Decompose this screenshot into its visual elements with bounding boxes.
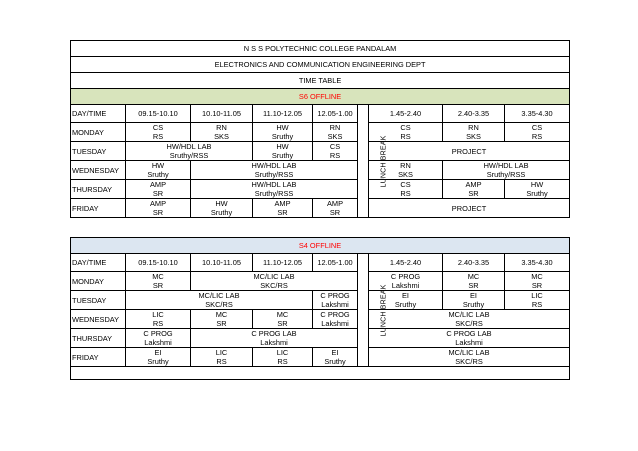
cell: HW Sruthy (191, 199, 253, 218)
lunch-break-cell (358, 105, 388, 218)
cell: RN SKS (191, 123, 253, 142)
cell: EI Sruthy (369, 291, 443, 310)
cell: C PROG Lakshmi (313, 310, 358, 329)
cell: EI Sruthy (313, 348, 358, 367)
cell: LIC RS (253, 348, 313, 367)
col-p3: 11.10-12.05 (253, 254, 313, 272)
col-p4: 12.05-1.00 (313, 105, 358, 123)
s6-section-title: S6 OFFLINE (71, 89, 570, 105)
s4-section-title: S4 OFFLINE (71, 238, 570, 254)
cell: EI Sruthy (443, 291, 505, 310)
col-day-time: DAY/TIME (71, 254, 126, 272)
col-p2: 10.10-11.05 (191, 105, 253, 123)
col-p6: 2.40-3.35 (443, 254, 505, 272)
day-label: MONDAY (71, 123, 126, 142)
cell: LIC RS (505, 291, 570, 310)
cell: CS RS (126, 123, 191, 142)
col-p5: 1.45-2.40 (369, 254, 443, 272)
cell: HW Sruthy (253, 123, 313, 142)
col-p3: 11.10-12.05 (253, 105, 313, 123)
cell: C PROG Lakshmi (313, 291, 358, 310)
cell: CS RS (369, 123, 443, 142)
cell: RN SKS (443, 123, 505, 142)
cell: LIC RS (191, 348, 253, 367)
day-label: TUESDAY (71, 291, 126, 310)
s6-header-row (71, 105, 570, 123)
s6-row-monday (71, 123, 570, 142)
cell: MC SR (191, 310, 253, 329)
document-title: TIME TABLE (71, 73, 570, 89)
day-label: TUESDAY (71, 142, 126, 161)
col-p2: 10.10-11.05 (191, 254, 253, 272)
cell: C PROG LAB Lakshmi (369, 329, 570, 348)
s4-timetable (70, 237, 570, 380)
s6-timetable (70, 40, 570, 218)
s4-row-friday (71, 348, 570, 367)
s6-row-friday (71, 199, 570, 218)
cell: HW/HDL LAB Sruthy/RSS (191, 161, 358, 180)
cell: LIC RS (126, 310, 191, 329)
cell: PROJECT (369, 142, 570, 161)
cell: MC/LIC LAB SKC/RS (369, 310, 570, 329)
cell: AMP SR (313, 199, 358, 218)
s4-header-row (71, 254, 570, 272)
cell: PROJECT (369, 199, 570, 218)
cell: CS RS (505, 123, 570, 142)
s6-row-tuesday (71, 142, 570, 161)
cell: C PROG Lakshmi (369, 272, 443, 291)
col-p5: 1.45-2.40 (369, 105, 443, 123)
s4-row-wednesday (71, 310, 570, 329)
cell: AMP SR (126, 199, 191, 218)
cell: C PROG Lakshmi (126, 329, 191, 348)
cell: MC/LIC LAB SKC/RS (369, 348, 570, 367)
cell: RN SKS (313, 123, 358, 142)
day-label: FRIDAY (71, 348, 126, 367)
day-label: WEDNESDAY (71, 310, 126, 329)
cell: HW Sruthy (253, 142, 313, 161)
day-label: FRIDAY (71, 199, 126, 218)
cell: AMP SR (126, 180, 191, 199)
cell: HW Sruthy (505, 180, 570, 199)
s6-row-thursday (71, 180, 570, 199)
cell: MC/LIC LAB SKC/RS (191, 272, 358, 291)
cell: MC SR (126, 272, 191, 291)
cell: CS RS (369, 180, 443, 199)
col-p6: 2.40-3.35 (443, 105, 505, 123)
empty-footer-row (71, 367, 570, 380)
lunch-break-cell (358, 254, 388, 367)
cell: AMP SR (443, 180, 505, 199)
s4-row-monday (71, 272, 570, 291)
day-label: THURSDAY (71, 329, 126, 348)
lunch-break-label: LUNCH BREAK (380, 284, 388, 337)
cell: AMP SR (253, 199, 313, 218)
cell: HW/HDL LAB Sruthy/RSS (443, 161, 570, 180)
lunch-break-label: LUNCH BREAK (380, 135, 388, 188)
col-p7: 3.35-4.30 (505, 254, 570, 272)
cell: MC/LIC LAB SKC/RS (126, 291, 313, 310)
col-p7: 3.35-4.30 (505, 105, 570, 123)
cell: C PROG LAB Lakshmi (191, 329, 358, 348)
cell: HW/HDL LAB Sruthy/RSS (126, 142, 253, 161)
cell: RN SKS (369, 161, 443, 180)
cell: MC SR (253, 310, 313, 329)
cell: HW/HDL LAB Sruthy/RSS (191, 180, 358, 199)
cell: MC SR (443, 272, 505, 291)
col-p4: 12.05-1.00 (313, 254, 358, 272)
col-p1: 09.15-10.10 (126, 105, 191, 123)
s4-row-tuesday (71, 291, 570, 310)
day-label: THURSDAY (71, 180, 126, 199)
col-p1: 09.15-10.10 (126, 254, 191, 272)
day-label: WEDNESDAY (71, 161, 126, 180)
college-name: N S S POLYTECHNIC COLLEGE PANDALAM (71, 41, 570, 57)
department-name: ELECTRONICS AND COMMUNICATION ENGINEERING DEPT (71, 57, 570, 73)
s6-row-wednesday (71, 161, 570, 180)
cell: CS RS (313, 142, 358, 161)
cell: MC SR (505, 272, 570, 291)
s4-row-thursday (71, 329, 570, 348)
cell: HW Sruthy (126, 161, 191, 180)
day-label: MONDAY (71, 272, 126, 291)
col-day-time: DAY/TIME (71, 105, 126, 123)
cell: EI Sruthy (126, 348, 191, 367)
